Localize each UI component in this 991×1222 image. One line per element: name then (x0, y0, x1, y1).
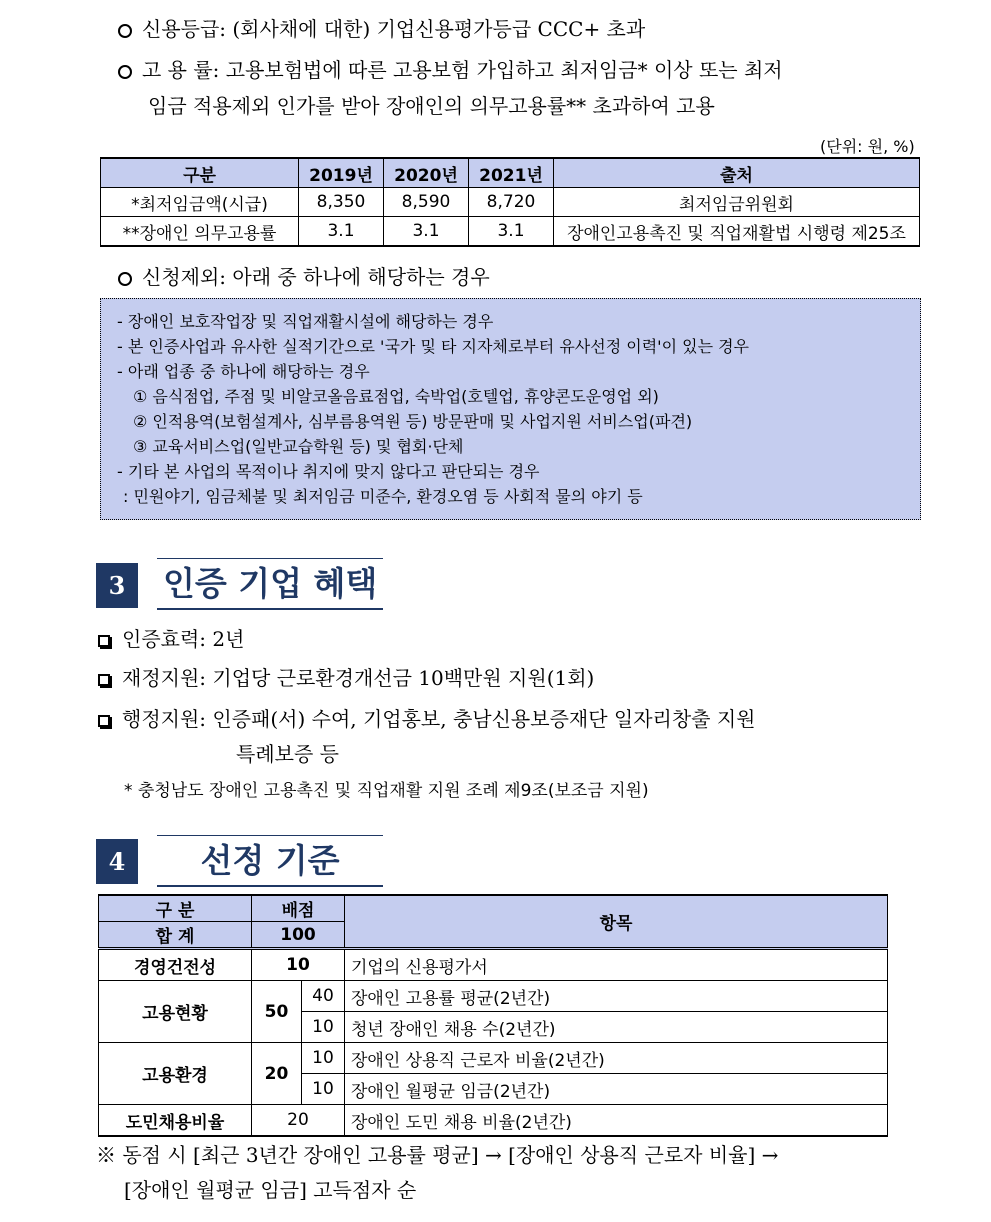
tie-note-line1: ※ 동점 시 [최근 3년간 장애인 고용률 평균] → [장애인 상용직 근로자 비율] → (96, 1143, 779, 1167)
table-row: 도민채용비율 20 장애인 도민 채용 비율(2년간) (99, 1105, 888, 1137)
table-header-row: 구 분 배점 항목 (99, 895, 888, 922)
exclusion-line: ② 인적용역(보험설계사, 심부름용역원 등) 방문판매 및 사업지원 서비스업(파견) (133, 412, 693, 431)
exclusion-line: - 본 인증사업과 유사한 실적기간으로 '국가 및 타 지자체로부터 유사선정 이력'이 있는 경우 (117, 337, 750, 356)
square-bullet-icon (98, 715, 110, 727)
benefit-item: 인증효력: 2년 (98, 625, 244, 653)
section-3-number: 3 (96, 563, 138, 608)
unit-label: (단위: 원, %) (820, 137, 915, 156)
square-bullet-icon (98, 635, 110, 647)
benefit-item-cont: 특례보증 등 (236, 742, 339, 766)
table-row: 고용현황 50 40 장애인 고용률 평균(2년간) (99, 981, 888, 1012)
section-3-title-box (157, 558, 383, 610)
section-3-title: 인증 기업 혜택 (163, 564, 378, 603)
table-row: 경영건전성 10 기업의 신용평가서 (99, 949, 888, 981)
tie-note-line2: [장애인 월평균 임금] 고득점자 순 (124, 1178, 417, 1202)
table-header-row: 합 계 100 (99, 922, 888, 949)
square-bullet-icon (98, 674, 110, 686)
exclusion-title: 신청제외: 아래 중 하나에 해당하는 경우 (118, 263, 490, 291)
criteria-table (98, 894, 888, 1137)
exclusion-line: ③ 교육서비스업(일반교습학원 등) 및 협회·단체 (133, 437, 464, 456)
section-4-title: 선정 기준 (200, 841, 340, 880)
benefit-note: * 충청남도 장애인 고용촉진 및 직업재활 지원 조례 제9조(보조금 지원) (124, 781, 649, 801)
employment-rate-line: 고 용 률: 고용보험법에 따른 고용보험 가입하고 최저임금* 이상 또는 최저 (118, 56, 783, 84)
benefit-item: 재정지원: 기업당 근로환경개선금 10백만원 지원(1회) (98, 664, 594, 692)
rate-table (100, 157, 920, 247)
exclusion-line: : 민원야기, 임금체불 및 최저임금 미준수, 환경오염 등 사회적 물의 야기 등 (123, 487, 643, 506)
exclusion-line: - 아래 업종 중 하나에 해당하는 경우 (117, 362, 370, 381)
table-row: 10 청년 장애인 채용 수(2년간) (99, 1012, 888, 1043)
benefit-item: 행정지원: 인증패(서) 수여, 기업홍보, 충남신용보증재단 일자리창출 지원 (98, 705, 755, 733)
section-4-title-box (157, 835, 383, 887)
credit-grade-line: 신용등급: (회사채에 대한) 기업신용평가등급 CCC+ 초과 (118, 15, 645, 43)
table-row: **장애인 의무고용률 3.1 3.1 3.1 장애인고용촉진 및 직업재활법 시행령 제25조 (101, 217, 920, 247)
circle-bullet-icon (118, 272, 132, 286)
table-row: 10 장애인 월평균 임금(2년간) (99, 1074, 888, 1105)
table-row: *최저임금액(시급) 8,350 8,590 8,720 최저임금위원회 (101, 188, 920, 217)
table-header-row: 구분 2019년 2020년 2021년 출처 (101, 158, 920, 188)
exclusion-box (100, 298, 921, 520)
exclusion-line: - 장애인 보호작업장 및 직업재활시설에 해당하는 경우 (117, 312, 494, 331)
section-4-number: 4 (96, 839, 138, 884)
employment-rate-line-cont: 임금 적용제외 인가를 받아 장애인의 의무고용률** 초과하여 고용 (148, 94, 715, 118)
table-row: 고용환경 20 10 장애인 상용직 근로자 비율(2년간) (99, 1043, 888, 1074)
exclusion-line: - 기타 본 사업의 목적이나 취지에 맞지 않다고 판단되는 경우 (117, 462, 540, 481)
exclusion-line: ① 음식점업, 주점 및 비알코올음료점업, 숙박업(호텔업, 휴양콘도운영업 외) (133, 387, 659, 406)
circle-bullet-icon (118, 65, 132, 79)
circle-bullet-icon (118, 24, 132, 38)
